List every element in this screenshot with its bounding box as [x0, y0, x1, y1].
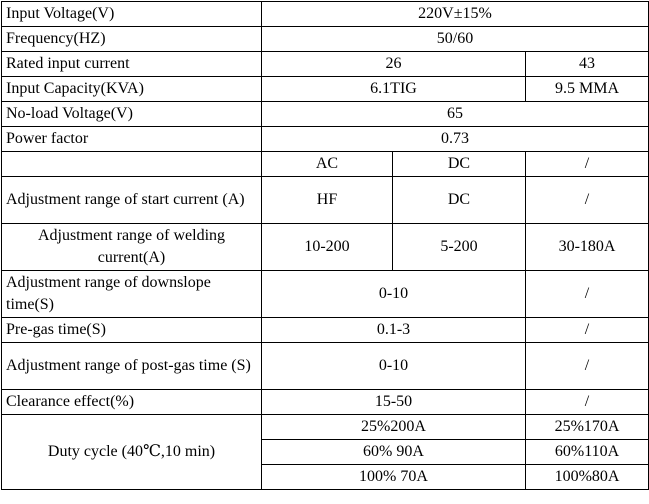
row-downslope-time [2, 271, 649, 318]
row-pre-gas-time [2, 318, 649, 343]
value-welding-current-mma: 30-180A [526, 224, 649, 271]
label-input-voltage: Input Voltage(V) [2, 2, 262, 27]
value-duty-cycle-mma-1: 25%170A [526, 415, 649, 440]
label-frequency: Frequency(HZ) [2, 27, 262, 52]
label-no-load-voltage: No-load Voltage(V) [2, 102, 262, 127]
header-ac: AC [262, 152, 393, 177]
value-duty-cycle-tig-1: 25%200A [262, 415, 526, 440]
row-clearance-effect [2, 390, 649, 415]
row-mode-header [2, 152, 649, 177]
label-downslope-time: Adjustment range of downslope time(S) [2, 271, 262, 318]
specification-table [1, 1, 649, 490]
value-duty-cycle-mma-3: 100%80A [526, 465, 649, 490]
value-clearance-effect-mma: / [526, 390, 649, 415]
label-clearance-effect: Clearance effect(%) [2, 390, 262, 415]
value-welding-current-ac: 10-200 [262, 224, 393, 271]
label-start-current: Adjustment range of start current (A) [2, 177, 262, 224]
value-post-gas-time: 0-10 [262, 343, 526, 390]
row-welding-current [2, 224, 649, 271]
header-dc: DC [393, 152, 526, 177]
row-start-current [2, 177, 649, 224]
value-input-voltage: 220V±15% [262, 2, 649, 27]
value-pre-gas-time: 0.1-3 [262, 318, 526, 343]
value-pre-gas-time-mma: / [526, 318, 649, 343]
header-mma: / [526, 152, 649, 177]
row-duty-cycle-1 [2, 415, 649, 440]
row-frequency [2, 27, 649, 52]
row-no-load-voltage [2, 102, 649, 127]
label-power-factor: Power factor [2, 127, 262, 152]
value-welding-current-dc: 5-200 [393, 224, 526, 271]
value-downslope-time: 0-10 [262, 271, 526, 318]
value-post-gas-time-mma: / [526, 343, 649, 390]
value-downslope-time-mma: / [526, 271, 649, 318]
value-rated-input-current-mma: 43 [526, 52, 649, 77]
label-pre-gas-time: Pre-gas time(S) [2, 318, 262, 343]
value-duty-cycle-tig-2: 60% 90A [262, 440, 526, 465]
row-input-capacity [2, 77, 649, 102]
value-start-current-mma: / [526, 177, 649, 224]
label-mode-header-empty [2, 152, 262, 177]
row-power-factor [2, 127, 649, 152]
value-start-current-dc: DC [393, 177, 526, 224]
value-power-factor: 0.73 [262, 127, 649, 152]
value-input-capacity-mma: 9.5 MMA [526, 77, 649, 102]
value-duty-cycle-tig-3: 100% 70A [262, 465, 526, 490]
value-no-load-voltage: 65 [262, 102, 649, 127]
label-input-capacity: Input Capacity(KVA) [2, 77, 262, 102]
row-rated-input-current [2, 52, 649, 77]
value-duty-cycle-mma-2: 60%110A [526, 440, 649, 465]
value-clearance-effect: 15-50 [262, 390, 526, 415]
value-input-capacity-tig: 6.1TIG [262, 77, 526, 102]
value-rated-input-current-tig: 26 [262, 52, 526, 77]
label-rated-input-current: Rated input current [2, 52, 262, 77]
label-post-gas-time: Adjustment range of post-gas time (S) [2, 343, 262, 390]
row-input-voltage [2, 2, 649, 27]
label-duty-cycle: Duty cycle (40℃,10 min) [2, 415, 262, 490]
row-post-gas-time [2, 343, 649, 390]
value-frequency: 50/60 [262, 27, 649, 52]
value-start-current-ac: HF [262, 177, 393, 224]
label-welding-current: Adjustment range of welding current(A) [2, 224, 262, 271]
